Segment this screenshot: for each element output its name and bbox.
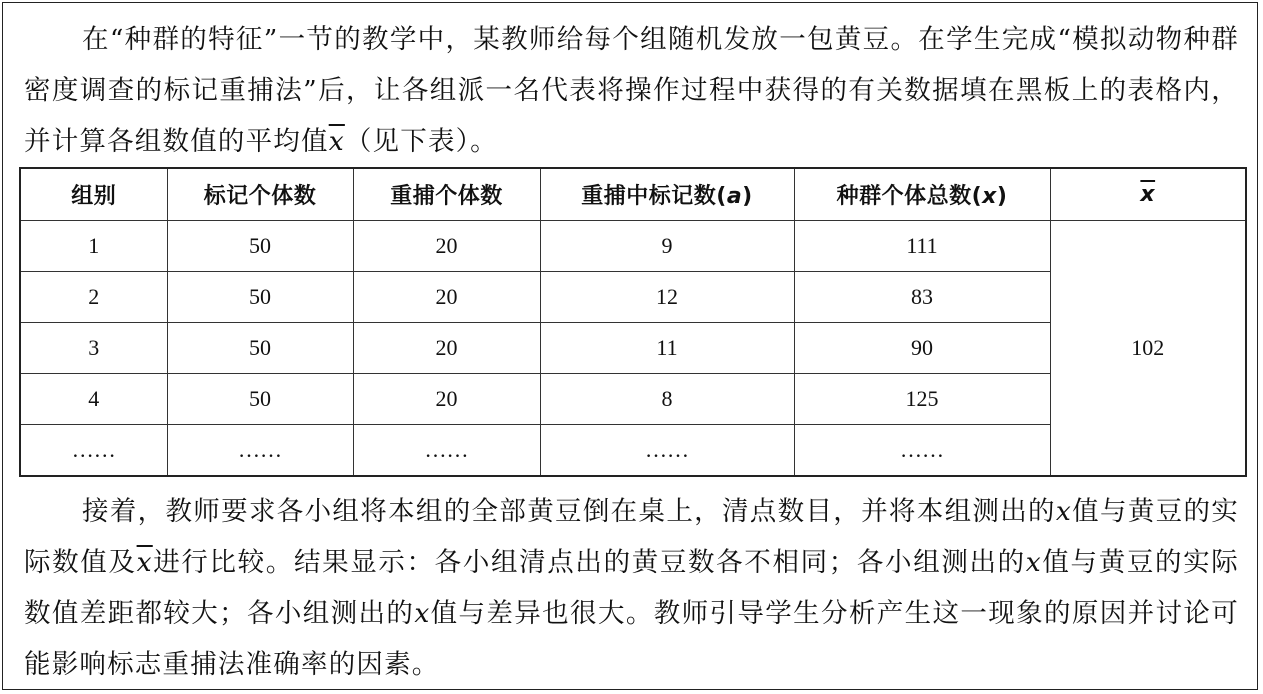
cell-a: …… (540, 425, 794, 477)
cell-recaptured: …… (353, 425, 540, 477)
cell-group: 1 (20, 221, 167, 272)
cell-group: …… (20, 425, 167, 477)
cell-group: 3 (20, 323, 167, 374)
cell-marked: 50 (167, 272, 353, 323)
cell-a: 8 (540, 374, 794, 425)
intro-text-2: （见下表）。 (344, 126, 498, 157)
cell-a: 9 (540, 221, 794, 272)
table-row (20, 221, 1246, 272)
header-recapture-count: 重捕个体数 (353, 168, 540, 221)
cell-marked: …… (167, 425, 353, 477)
header-mean: $\overline{x}$ (1050, 168, 1246, 221)
cell-x: 83 (794, 272, 1050, 323)
header-population-total: 种群个体总数(x) (794, 168, 1050, 221)
cell-x: 90 (794, 323, 1050, 374)
cell-x: 125 (794, 374, 1050, 425)
cell-marked: 50 (167, 221, 353, 272)
header-marked-count: 标记个体数 (167, 168, 353, 221)
cell-recaptured: 20 (353, 221, 540, 272)
cell-x: …… (794, 425, 1050, 477)
cell-a: 12 (540, 272, 794, 323)
cell-group: 4 (20, 374, 167, 425)
intro-paragraph (24, 14, 1239, 167)
mean-symbol: $\overline{x}$ (328, 126, 345, 157)
cell-x: 111 (794, 221, 1050, 272)
cell-recaptured: 20 (353, 272, 540, 323)
table-header-row (20, 168, 1246, 221)
data-table (19, 167, 1247, 477)
conclusion-paragraph: 接着，教师要求各小组将本组的全部黄豆倒在桌上，清点数目，并将本组测出的x值与黄豆的实际数值及$\overline{x}$进行比较。结果显示：各小组清点出的黄豆数各不相同；各小组测出的x值与黄豆的实际数值差距都较大；各小组测出的x值与差异也很大。教师引导学生分析产生这一现象的原因并讨论可能影响标志重捕法准确率的因素。 (24, 496, 1239, 680)
cell-group: 2 (20, 272, 167, 323)
cell-recaptured: 20 (353, 374, 540, 425)
cell-marked: 50 (167, 323, 353, 374)
header-group: 组别 (20, 168, 167, 221)
cell-recaptured: 20 (353, 323, 540, 374)
cell-a: 11 (540, 323, 794, 374)
cell-mean: 102 (1050, 221, 1246, 477)
cell-marked: 50 (167, 374, 353, 425)
intro-text-1: 在“种群的特征”一节的教学中，某教师给每个组随机发放一包黄豆。在学生完成“模拟动物种群密度调查的标记重捕法”后，让各组派一名代表将操作过程中获得的有关数据填在黑板上的表格内，并计算各组数值的平均值 (24, 24, 1239, 157)
header-marked-in-recapture: 重捕中标记数(a) (540, 168, 794, 221)
